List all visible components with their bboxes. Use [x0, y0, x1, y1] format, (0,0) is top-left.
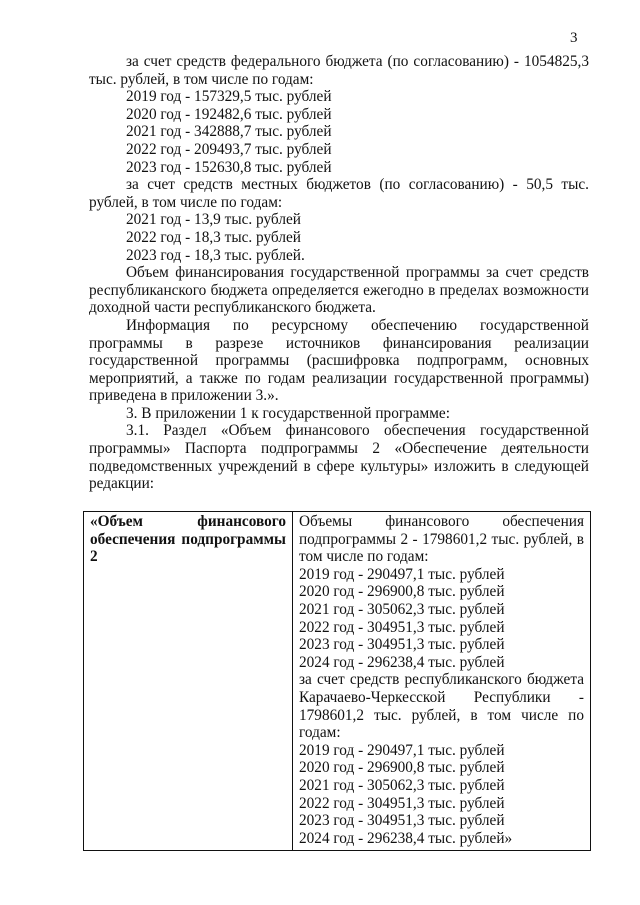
total-year-2021: 2021 год - 305062,3 тыс. рублей — [299, 600, 505, 618]
federal-year-2019: 2019 год - 157329,5 тыс. рублей — [126, 88, 332, 106]
total-year-2023: 2023 год - 304951,3 тыс. рублей — [299, 636, 505, 654]
federal-year-2020: 2020 год - 192482,6 тыс. рублей — [126, 105, 332, 123]
item-3-1: 3.1. Раздел «Объем финансового обеспечения государственной программы» Паспорта подпрограммы 2 «Обеспечение деятельности подведомственных учреждений в сфере культуры» изложить в следующей редакции: — [89, 422, 589, 493]
local-year-2021: 2021 год - 13,9 тыс. рублей — [126, 211, 301, 229]
republic-financing-text: за счет средств республиканского бюджета Карачаево-Черкесской Республики - 1798601,2 тыс. рублей, в том числе по годам: — [299, 671, 584, 742]
table-values-cell — [293, 512, 591, 851]
total-year-2024: 2024 год - 296238,4 тыс. рублей — [299, 653, 505, 671]
local-year-2023: 2023 год - 18,3 тыс. рублей. — [126, 246, 305, 264]
resource-info-paragraph: Информация по ресурсному обеспечению государственной программы в разрезе источников финансирования реализации государственной программы (расшифровка подпрограмм, основных мероприятий, а также по годам реализации государственной программы) приведена в приложении 3.». — [89, 316, 589, 405]
local-budget-paragraph: за счет средств местных бюджетов (по согласованию) - 50,5 тыс. рублей, в том числе по годам: — [89, 176, 589, 211]
total-year-2019: 2019 год - 290497,1 тыс. рублей — [299, 565, 505, 583]
republic-budget-paragraph: Объем финансирования государственной программы за счет средств республиканского бюджета определяется ежегодно в пределах возможности доходной части республиканского бюджета. — [89, 264, 589, 317]
republic-year-2019: 2019 год - 290497,1 тыс. рублей — [299, 741, 505, 759]
local-year-2022: 2022 год - 18,3 тыс. рублей — [126, 228, 301, 246]
republic-year-2021: 2021 год - 305062,3 тыс. рублей — [299, 776, 505, 794]
total-year-2022: 2022 год - 304951,3 тыс. рублей — [299, 618, 505, 636]
item-3: 3. В приложении 1 к государственной программе: — [126, 404, 450, 422]
total-financing-text: Объемы финансового обеспечения подпрограммы 2 - 1798601,2 тыс. рублей, в том числе по годам: — [299, 513, 584, 566]
republic-year-2023: 2023 год - 304951,3 тыс. рублей — [299, 812, 505, 830]
body-text — [89, 53, 589, 493]
federal-year-2022: 2022 год - 209493,7 тыс. рублей — [126, 140, 332, 158]
republic-year-2024: 2024 год - 296238,4 тыс. рублей» — [299, 829, 513, 847]
page-number: 3 — [570, 30, 578, 46]
federal-budget-paragraph: за счет средств федерального бюджета (по согласованию) - 1054825,3 тыс. рублей, в том числе по годам: — [89, 53, 589, 88]
table-heading-cell: «Объем финансового обеспечения подпрограммы 2 — [84, 512, 293, 851]
republic-year-2022: 2022 год - 304951,3 тыс. рублей — [299, 794, 505, 812]
table-row — [84, 512, 591, 851]
federal-year-2021: 2021 год - 342888,7 тыс. рублей — [126, 123, 332, 141]
financing-table — [83, 511, 591, 851]
federal-year-2023: 2023 год - 152630,8 тыс. рублей — [126, 158, 332, 176]
total-year-2020: 2020 год - 296900,8 тыс. рублей — [299, 583, 505, 601]
republic-year-2020: 2020 год - 296900,8 тыс. рублей — [299, 759, 505, 777]
